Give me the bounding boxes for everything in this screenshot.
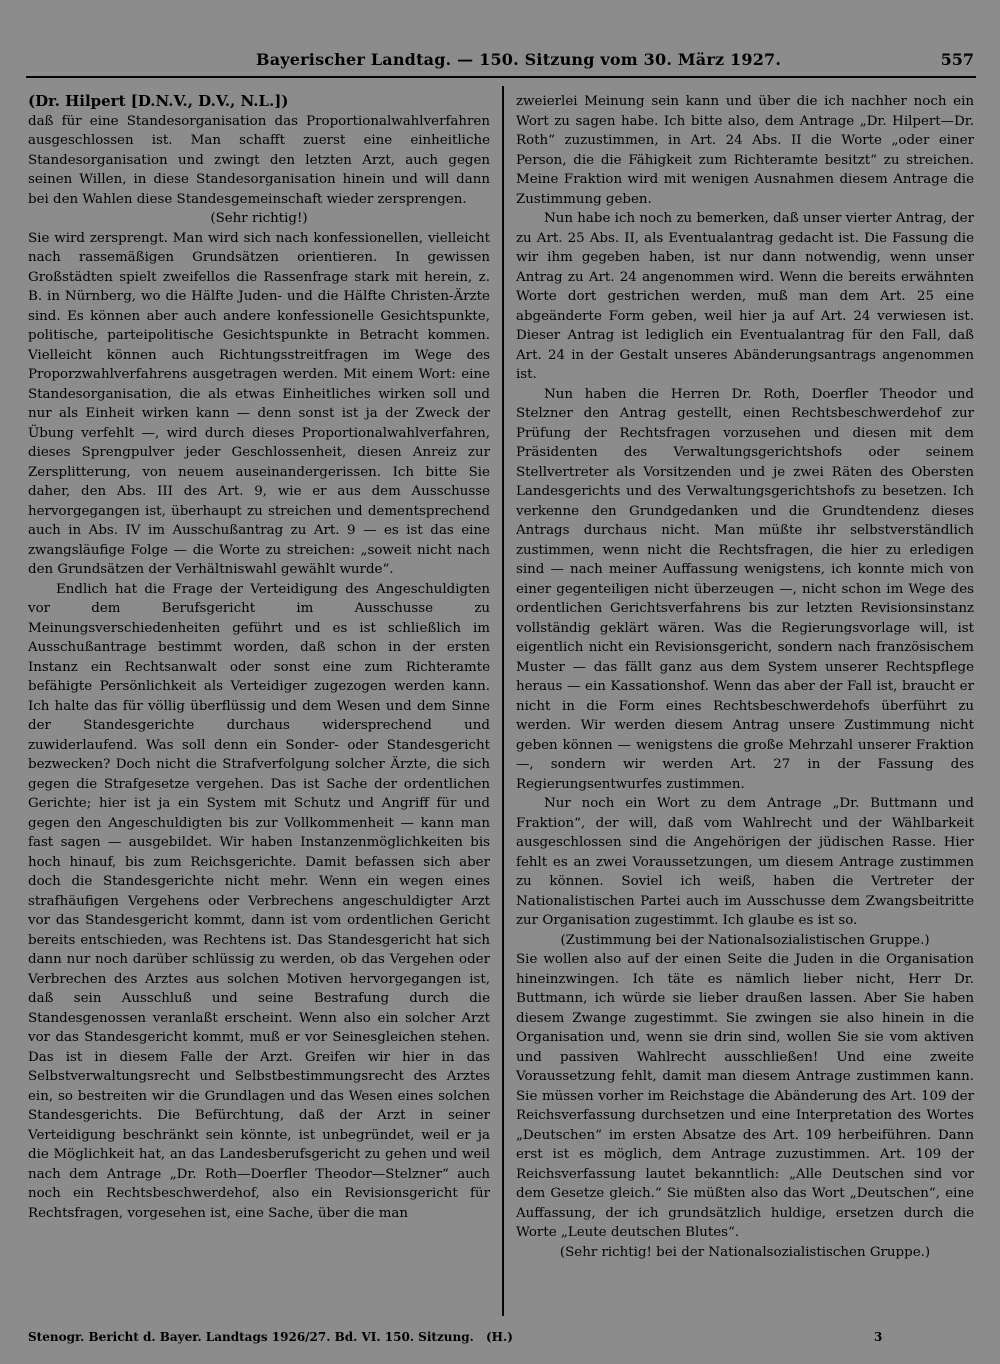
page-number: 557	[940, 50, 974, 69]
paragraph: Sie wollen also auf der einen Seite die Juden in die Organisation hineinzwingen. Ich täte es nämlich lieber nicht, Herr Dr. Buttmann, ich würde sie lieber draußen lassen. Aber Sie haben diesem Zwange zugestimmt. Sie zwingen sie also hinein in die Organisation und, wenn sie drin sind, wollen Sie sie vom aktiven und passiven Wahlrecht ausschließen! Und eine zweite Voraussetzung fehlt, damit man diesem Antrage zustimmen kann. Sie müssen vorher im Reichstage die Abänderung des Art. 109 der Reichsverfassung durchsetzen und eine Interpretation des Wortes „Deutschen“ im ersten Absatze des Art. 109 herbeiführen. Dann erst ist es möglich, dem Antrage zuzustimmen. Art. 109 der Reichsverfassung lautet bekanntlich: „Alle Deutschen sind vor dem Gesetze gleich.“ Sie müßten also das Wort „Deutschen“, eine Auffassung, der ich grundsätzlich huldige, ersetzen durch die Worte „Leute deutschen Blutes“.	[516, 952, 974, 1240]
paragraph: Endlich hat die Frage der Verteidigung des Angeschuldigten vor dem Berufsgericht im Ausschusse zu Meinungsverschiedenheiten geführt und es ist schließlich im Ausschußantrage bestimmt worden, daß schon in der ersten Instanz ein Rechtsanwalt oder sonst eine zum Richteramte befähigte Persönlichkeit als Verteidiger zugezogen werden kann. Ich halte das für völlig überflüssig und dem Wesen und dem Sinne der Standesgerichte durchaus widersprechend und zuwiderlaufend. Was soll denn ein Sonder- oder Standesgericht bezwecken? Doch nicht die Strafverfolgung solcher Ärzte, die sich gegen die Strafgesetze vergehen. Das ist Sache der ordentlichen Gerichte; hier ist ja ein System mit Schutz und Angriff für und gegen den Angeschuldigten bis zur Vollkommenheit — kann man fast sagen — ausgebildet. Wir haben Instanzenmöglichkeiten bis hoch hinauf, bis zum Reichsgerichte. Damit befassen sich aber doch die Standesgerichte nicht mehr. Wenn ein wegen eines strafhäufigen Vergehens oder Verbrechens angeschuldigter Arzt vor das Standesgericht kommt, dann ist vom ordentlichen Gericht bereits entschieden, was Rechtens ist. Das Standesgericht hat sich dann nur noch darüber schlüssig zu werden, ob das Vergehen oder Verbrechen des Arztes aus solchen Motiven hervorgegangen ist, daß sein Ausschluß und seine Bestrafung durch die Standesgenossen veranlaßt erscheint. Wenn also ein solcher Arzt vor das Standesgericht kommt, muß er vor Seinesgleichen stehen. Das ist in diesem Falle der Arzt. Greifen wir hier in das Selbstverwaltungsrecht und Selbstbestimmungsrecht des Arztes ein, so bestreiten wir die Grundlagen und das Wesen eines solchen Standesgerichts. Die Befürchtung, daß der Arzt in seiner Verteidigung beschränkt sein könnte, ist unbegründet, weil er ja die Möglichkeit hat, an das Landesberufsgericht zu gehen und weil nach dem Antrage „Dr. Roth—Doerfler Theodor—Stelzner“ auch noch ein Rechtsbeschwerdehof, also ein Revisionsgericht für Rechtsfragen, vorgesehen ist, eine Sache, über die man	[28, 581, 490, 1221]
interjection: (Sehr richtig! bei der Nationalsozialistischen Gruppe.)	[559, 1244, 931, 1260]
page-header	[26, 50, 976, 72]
header-rule	[26, 76, 976, 78]
page-footer	[28, 1330, 978, 1350]
paragraph: daß für eine Standesorganisation das Proportionalwahlverfahren ausgeschlossen ist. Man schafft zuerst eine einheitliche Standesorganisation und zwingt den letzten Arzt, auch gegen seinen Willen, in diese Standesorganisation hinein und will dann bei den Wahlen diese Standesgemeinschaft wieder zersprengen.	[28, 113, 490, 207]
column-divider	[502, 86, 504, 1316]
interjection: (Zustimmung bei der Nationalsozialistischen Gruppe.)	[560, 932, 930, 948]
footer-mark: (H.)	[486, 1330, 513, 1344]
running-title: Bayerischer Landtag. — 150. Sitzung vom 30. März 1927.	[256, 50, 782, 69]
paragraph: zweierlei Meinung sein kann und über die ich nachher noch ein Wort zu sagen habe. Ich bitte also, dem Antrage „Dr. Hilpert—Dr. Roth“ zuzustimmen, in Art. 24 Abs. II die Worte „oder einer Person, die die Fähigkeit zum Richteramte besitzt“ zu streichen. Meine Fraktion wird mit wenigen Ausnahmen diesem Antrage die Zustimmung geben.	[516, 94, 974, 207]
paragraph: Sie wird zersprengt. Man wird sich nach konfessionellen, vielleicht nach rassemäßigen Grundsätzen orientieren. In gewissen Großstädten spielt zweifellos die Rassenfrage stark mit herein, z. B. in Nürnberg, wo die Hälfte Juden- und die Hälfte Christen-Ärzte sind. Es können aber auch andere konfessionelle Gesichtspunkte, politische, parteipolitische Gesichtspunkte in Betracht kommen. Vielleicht können auch Richtungsstreitfragen im Wege des Proporzwahlverfahrens ausgetragen werden. Mit einem Wort: eine Standesorganisation, die als etwas Einheitliches wirken soll und nur als Einheit wirken kann — denn sonst ist ja der Zweck der Übung verfehlt —, wird durch dieses Proportionalwahlverfahren, dieses Sprengpulver jeder Geschlossenheit, diesen Anreiz zur Zersplitterung, von neuem auseinandergerissen. Ich bitte Sie daher, den Abs. III des Art. 9, wie er aus dem Ausschusse hervorgegangen ist, überhaupt zu streichen und dementsprechend auch in Abs. IV im Ausschußantrag zu Art. 9 — es ist das eine zwangsläufige Folge — die Worte zu streichen: „soweit nicht nach den Grundsätzen der Verhältniswahl gewählt wurde“.	[28, 230, 490, 577]
right-column	[516, 92, 974, 1262]
speaker-label: (Dr. Hilpert [D.N.V., D.V., N.L.])	[28, 92, 289, 110]
paragraph: Nun habe ich noch zu bemerken, daß unser vierter Antrag, der zu Art. 25 Abs. II, als Eventualantrag gedacht ist. Die Fassung die wir ihm gegeben haben, ist nur dann notwendig, wenn unser Antrag zu Art. 24 angenommen wird. Wenn die bereits erwähnten Worte dort gestrichen werden, muß man dem Art. 25 eine abgeänderte Form geben, weil hier ja auf Art. 24 verwiesen ist. Dieser Antrag ist lediglich ein Eventualantrag für den Fall, daß Art. 24 in der Gestalt unseres Abänderungsantrags angenommen ist.	[516, 211, 974, 382]
footer-source: Stenogr. Bericht d. Bayer. Landtags 1926/27. Bd. VI. 150. Sitzung.	[28, 1330, 474, 1344]
paragraph: Nun haben die Herren Dr. Roth, Doerfler Theodor und Stelzner den Antrag gestellt, einen Rechtsbeschwerdehof zur Prüfung der Rechtsfragen vorzusehen und diesen mit dem Präsidenten des Verwaltungsgerichtshofs oder seinem Stellvertreter als Vorsitzenden und je zwei Räten des Obersten Landesgerichts und des Verwaltungsgerichtshofs zu besetzen. Ich verkenne den Grundgedanken und die Grundtendenz dieses Antrags durchaus nicht. Man müßte ihr selbstverständlich zustimmen, wenn nicht die Rechtsfragen, die hier zu erledigen sind — nach meiner Auffassung wenigstens, ich konnte mich von einer gegenteiligen nicht überzeugen —, nicht schon im Wege des ordentlichen Gerichtsverfahrens bis zur letzten Revisionsinstanz vollständig geklärt wären. Was die Regierungsvorlage will, ist eigentlich nicht ein Revisionsgericht, sondern nach französischem Muster — das fällt ganz aus dem System unserer Rechtspflege heraus — ein Kassationshof. Wenn das aber der Fall ist, braucht er nicht in die Form eines Rechtsbeschwerdehofs überführt zu werden. Wir werden diesem Antrag unsere Zustimmung nicht geben können — wenigstens die große Mehrzahl unserer Fraktion —, sondern wir werden Art. 27 in der Fassung des Regierungsentwurfes zustimmen.	[516, 386, 974, 792]
paragraph: Nur noch ein Wort zu dem Antrage „Dr. Buttmann und Fraktion“, der will, daß vom Wahlrecht und der Wählbarkeit ausgeschlossen sind die Angehörigen der jüdischen Rasse. Hier fehlt es an zwei Voraussetzungen, um diesem Antrage zustimmen zu können. Soviel ich weiß, haben die Vertreter der Nationalistischen Partei auch im Ausschusse dem Zwangsbeitritte zur Organisation zugestimmt. Ich glaube es ist so.	[516, 796, 974, 928]
interjection: (Sehr richtig!)	[210, 211, 308, 226]
footer-sheet: 3	[874, 1330, 883, 1344]
left-column	[28, 92, 490, 1223]
